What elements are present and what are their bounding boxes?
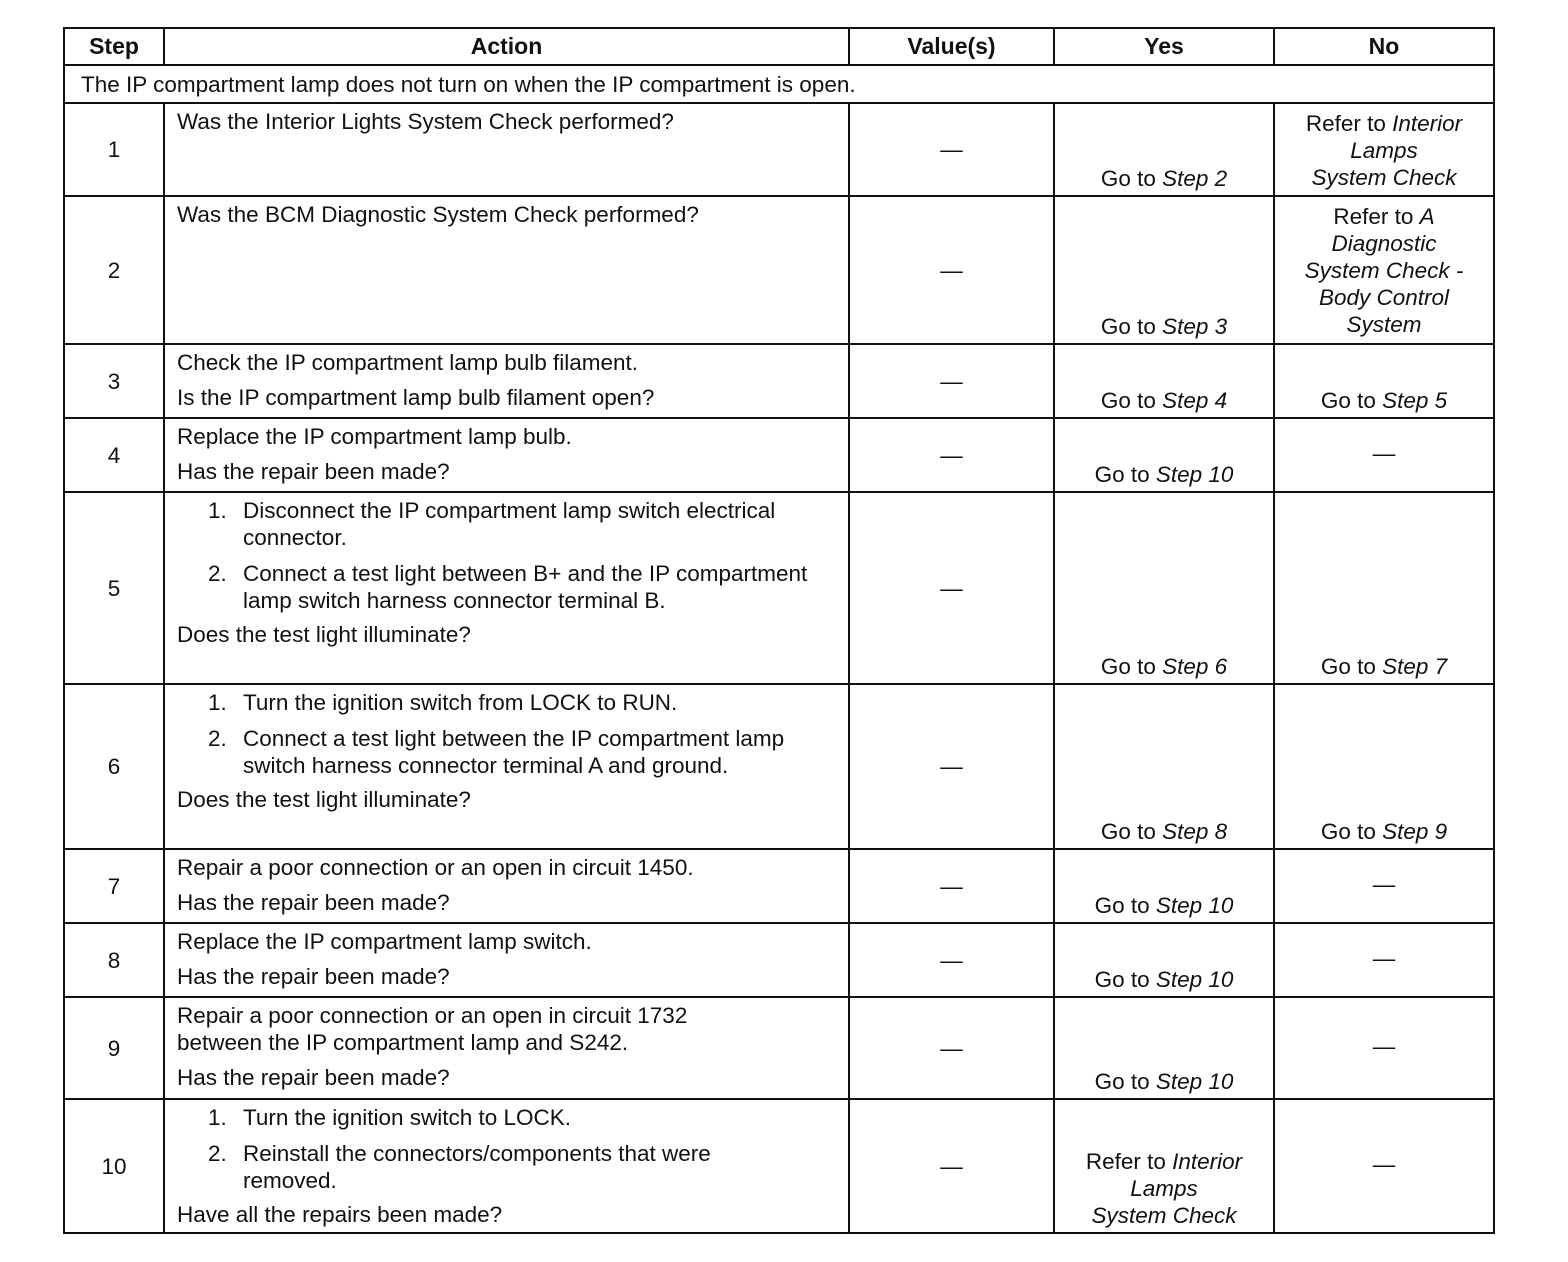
- step-number: 3: [64, 344, 164, 418]
- no-cell: [1274, 196, 1494, 344]
- action-cell: [164, 1099, 849, 1233]
- step-number: 8: [64, 923, 164, 997]
- no-cell: —: [1274, 418, 1494, 492]
- action-question: Has the repair been made?: [177, 459, 450, 484]
- no-cell: —: [1274, 923, 1494, 997]
- header-step: Step: [64, 28, 164, 65]
- table-row: [64, 849, 1494, 923]
- action-cell: [164, 684, 849, 849]
- table-row: [64, 344, 1494, 418]
- table-row: [64, 418, 1494, 492]
- substep-item: 1. Disconnect the IP compartment lamp switch electrical connector.: [233, 497, 836, 551]
- yes-target-link[interactable]: Step 10: [1155, 893, 1234, 918]
- action-text: Replace the IP compartment lamp switch.: [177, 929, 592, 954]
- action-question: Does the test light illuminate?: [177, 622, 471, 647]
- action-question: Has the repair been made?: [177, 964, 450, 989]
- value-cell: —: [849, 418, 1054, 492]
- yes-target-link[interactable]: Step 10: [1155, 967, 1234, 992]
- action-question: Does the test light illuminate?: [177, 787, 471, 812]
- step-number: 10: [64, 1099, 164, 1233]
- yes-target-link[interactable]: Step 10: [1155, 462, 1234, 487]
- action-text: Was the BCM Diagnostic System Check performed?: [164, 196, 849, 344]
- value-cell: —: [849, 344, 1054, 418]
- yes-prefix: Go to: [1094, 893, 1150, 918]
- yes-target-link[interactable]: Step 2: [1162, 166, 1228, 191]
- value-cell: —: [849, 684, 1054, 849]
- action-cell: [164, 849, 849, 923]
- action-question: Is the IP compartment lamp bulb filament open?: [177, 385, 655, 410]
- value-cell: —: [849, 1099, 1054, 1233]
- no-target-link[interactable]: Step 5: [1382, 388, 1448, 413]
- yes-cell: [1054, 849, 1274, 923]
- yes-cell: [1054, 103, 1274, 196]
- no-prefix: Refer to: [1333, 204, 1414, 229]
- header-values: Value(s): [849, 28, 1054, 65]
- yes-cell: [1054, 492, 1274, 684]
- no-target-link[interactable]: A Diagnostic System Check - Body Control System: [1304, 204, 1464, 337]
- action-question: Have all the repairs been made?: [177, 1202, 503, 1227]
- action-question: Has the repair been made?: [177, 890, 450, 915]
- yes-target-link[interactable]: Step 3: [1162, 314, 1228, 339]
- no-cell: [1274, 684, 1494, 849]
- step-number: 7: [64, 849, 164, 923]
- yes-target-link[interactable]: Interior Lamps System Check: [1091, 1149, 1243, 1228]
- substep-list: [177, 497, 836, 614]
- action-text: Was the Interior Lights System Check performed?: [164, 103, 849, 196]
- yes-prefix: Go to: [1094, 1069, 1150, 1094]
- yes-target-link[interactable]: Step 6: [1162, 654, 1228, 679]
- no-cell: —: [1274, 997, 1494, 1099]
- substep-item: 1. Turn the ignition switch to LOCK.: [233, 1104, 836, 1131]
- action-question: Has the repair been made?: [177, 1065, 450, 1090]
- action-text: Repair a poor connection or an open in circuit 1732 between the IP compartment lamp and S242.: [177, 1003, 688, 1055]
- yes-prefix: Go to: [1100, 654, 1156, 679]
- step-number: 4: [64, 418, 164, 492]
- yes-cell: [1054, 344, 1274, 418]
- action-cell: [164, 344, 849, 418]
- condition-row: [64, 65, 1494, 103]
- substep-item: 2. Connect a test light between the IP compartment lamp switch harness connector terminal A and ground.: [233, 725, 836, 779]
- value-cell: —: [849, 103, 1054, 196]
- value-cell: —: [849, 997, 1054, 1099]
- no-target-link[interactable]: Interior Lamps System Check: [1311, 111, 1463, 190]
- table-row: [64, 103, 1494, 196]
- no-target-link[interactable]: Step 9: [1382, 819, 1448, 844]
- no-prefix: Go to: [1320, 819, 1376, 844]
- yes-prefix: Go to: [1100, 166, 1156, 191]
- action-cell: [164, 492, 849, 684]
- header-action: Action: [164, 28, 849, 65]
- yes-target-link[interactable]: Step 4: [1162, 388, 1228, 413]
- yes-cell: [1054, 1099, 1274, 1233]
- no-cell: [1274, 103, 1494, 196]
- substep-item: 2. Reinstall the connectors/components that were removed.: [233, 1140, 836, 1194]
- yes-cell: [1054, 684, 1274, 849]
- yes-prefix: Go to: [1100, 388, 1156, 413]
- step-number: 9: [64, 997, 164, 1099]
- step-number: 1: [64, 103, 164, 196]
- step-number: 2: [64, 196, 164, 344]
- diagnostic-table: [63, 27, 1495, 1234]
- no-prefix: Go to: [1320, 654, 1376, 679]
- yes-prefix: Go to: [1100, 314, 1156, 339]
- no-cell: —: [1274, 1099, 1494, 1233]
- yes-cell: [1054, 418, 1274, 492]
- action-cell: [164, 923, 849, 997]
- table-row: [64, 684, 1494, 849]
- yes-cell: [1054, 923, 1274, 997]
- table-row: [64, 492, 1494, 684]
- yes-prefix: Refer to: [1085, 1149, 1166, 1174]
- value-cell: —: [849, 849, 1054, 923]
- value-cell: —: [849, 196, 1054, 344]
- table-row: [64, 997, 1494, 1099]
- table-row: [64, 923, 1494, 997]
- no-cell: [1274, 492, 1494, 684]
- action-text: Replace the IP compartment lamp bulb.: [177, 424, 572, 449]
- yes-prefix: Go to: [1094, 967, 1150, 992]
- action-cell: [164, 997, 849, 1099]
- step-number: 6: [64, 684, 164, 849]
- yes-prefix: Go to: [1100, 819, 1156, 844]
- no-cell: [1274, 344, 1494, 418]
- condition-text: The IP compartment lamp does not turn on when the IP compartment is open.: [64, 65, 1494, 103]
- substep-list: [177, 689, 836, 779]
- no-cell: —: [1274, 849, 1494, 923]
- table-row: [64, 196, 1494, 344]
- yes-target-link[interactable]: Step 10: [1155, 1069, 1234, 1094]
- header-no: No: [1274, 28, 1494, 65]
- yes-cell: [1054, 997, 1274, 1099]
- yes-target-link[interactable]: Step 8: [1162, 819, 1228, 844]
- value-cell: —: [849, 923, 1054, 997]
- value-cell: —: [849, 492, 1054, 684]
- step-number: 5: [64, 492, 164, 684]
- no-prefix: Go to: [1320, 388, 1376, 413]
- header-row: [64, 28, 1494, 65]
- table-row: [64, 1099, 1494, 1233]
- header-yes: Yes: [1054, 28, 1274, 65]
- substep-list: [177, 1104, 836, 1194]
- substep-item: 1. Turn the ignition switch from LOCK to RUN.: [233, 689, 836, 716]
- no-target-link[interactable]: Step 7: [1382, 654, 1448, 679]
- action-cell: [164, 418, 849, 492]
- action-text: Check the IP compartment lamp bulb filament.: [177, 350, 639, 375]
- no-prefix: Refer to: [1305, 111, 1386, 136]
- yes-prefix: Go to: [1094, 462, 1150, 487]
- yes-cell: [1054, 196, 1274, 344]
- substep-item: 2. Connect a test light between B+ and the IP compartment lamp switch harness connector terminal B.: [233, 560, 836, 614]
- action-text: Repair a poor connection or an open in circuit 1450.: [177, 855, 694, 880]
